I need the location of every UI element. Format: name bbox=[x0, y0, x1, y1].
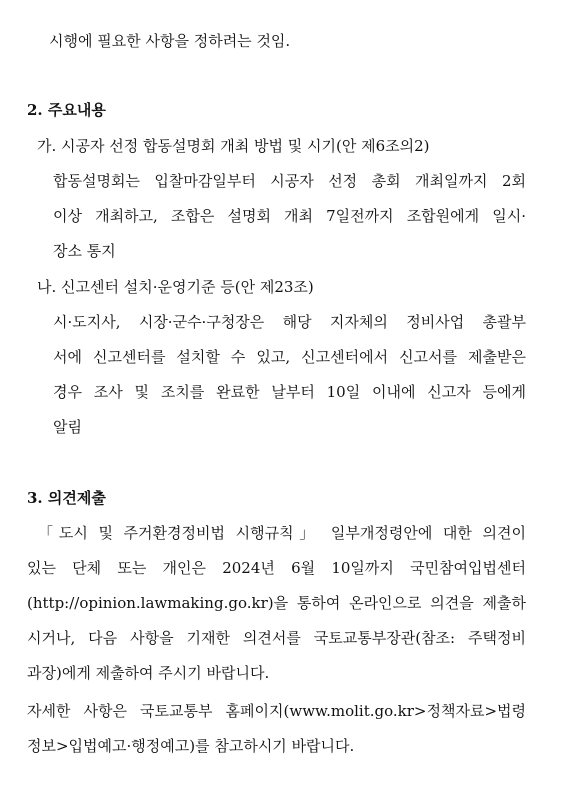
reference-paragraph-line: 자세한 사항은 국토교통부 홈페이지(www.molit.go.kr>정책자료>법령 bbox=[27, 702, 526, 720]
item-b-body-line: 시·도지사, 시장·군수·구청장은 해당 지자체의 정비사업 총괄부 bbox=[53, 313, 526, 331]
opinion-paragraph-line: 과장)에게 제출하여 주시기 바랍니다. bbox=[27, 664, 270, 682]
reference-paragraph-line: 정보>입법예고·행정예고)를 참고하시기 바랍니다. bbox=[27, 737, 355, 755]
item-b-body-line: 알림 bbox=[53, 418, 82, 436]
opinion-paragraph-line: (http://opinion.lawmaking.go.kr)을 통하여 온라인으로 의견을 제출하 bbox=[27, 594, 526, 612]
item-b-title: 나. 신고센터 설치·운영기준 등(안 제23조) bbox=[37, 278, 314, 296]
item-a-title: 가. 시공자 선정 합동설명회 개최 방법 및 시기(안 제6조의2) bbox=[37, 137, 430, 155]
item-a-body-line: 이상 개최하고, 조합은 설명회 개최 7일전까지 조합원에게 일시· bbox=[53, 207, 526, 225]
item-a-body-line: 합동설명회는 입찰마감일부터 시공자 선정 총회 개최일까지 2회 bbox=[53, 172, 526, 190]
opinion-paragraph-line: 시거나, 다음 사항을 기재한 의견서를 국토교통부장관(참조: 주택정비 bbox=[27, 629, 526, 647]
item-a-body-line: 장소 통지 bbox=[53, 242, 116, 260]
section-heading-main-content: 2. 주요내용 bbox=[27, 101, 106, 119]
opinion-paragraph-line: 있는 단체 또는 개인은 2024년 6월 10일까지 국민참여입법센터 bbox=[27, 559, 526, 577]
opinion-paragraph-line: 「도시 및 주거환경정비법 시행규칙」 일부개정령안에 대한 의견이 bbox=[38, 524, 526, 542]
intro-text: 시행에 필요한 사항을 정하려는 것임. bbox=[49, 32, 291, 50]
section-heading-opinion-submission: 3. 의견제출 bbox=[27, 489, 106, 507]
item-b-body-line: 경우 조사 및 조치를 완료한 날부터 10일 이내에 신고자 등에게 bbox=[53, 383, 526, 401]
item-b-body-line: 서에 신고센터를 설치할 수 있고, 신고센터에서 신고서를 제출받은 bbox=[53, 348, 526, 366]
